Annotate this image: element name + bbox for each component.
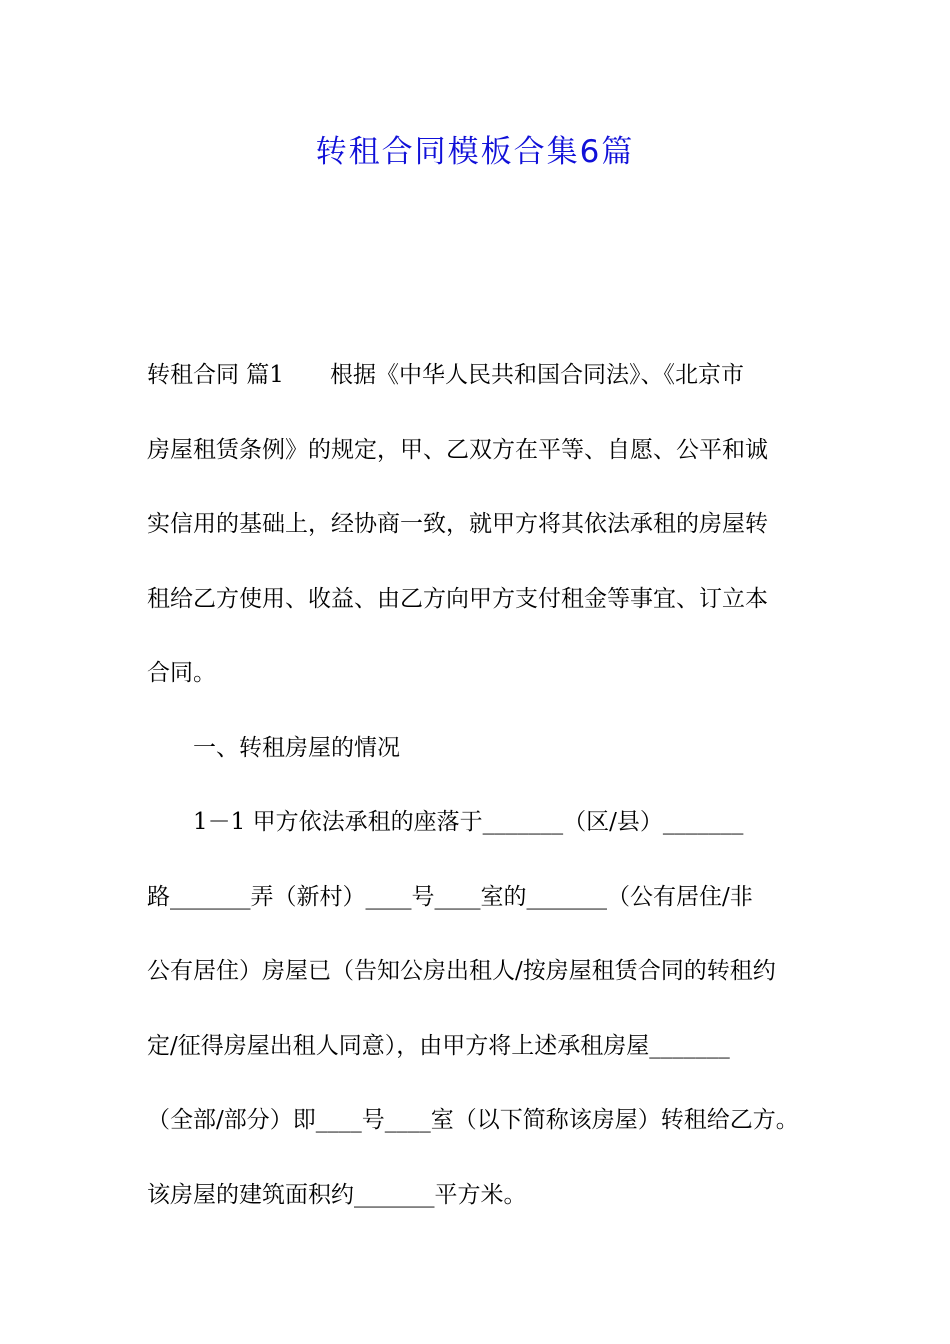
text-line: 1－1 甲方依法承租的座落于_______（区/县）_______ <box>193 809 744 835</box>
text-line: 转租合同 篇1 根据《中华人民共和国合同法》、《北京市 <box>147 362 744 388</box>
text-line: 一、转租房屋的情况 <box>193 734 400 761</box>
text-line: 定/征得房屋出租人同意），由甲方将上述承租房屋_______ <box>147 1032 730 1059</box>
document-body <box>147 338 807 1232</box>
text-line: 房屋租赁条例》的规定，甲、乙双方在平等、自愿、公平和诚 <box>147 436 768 463</box>
document-title: 转租合同模板合集6篇 <box>315 134 635 170</box>
text-line: 公有居住）房屋已（告知公房出租人/按房屋租赁合同的转租约 <box>147 958 776 984</box>
paragraph-intro <box>147 338 807 711</box>
text-line: 该房屋的建筑面积约_______平方米。 <box>147 1181 527 1208</box>
text-line: （全部/部分）即____号____室（以下简称该房屋）转租给乙方。 <box>147 1107 799 1133</box>
text-line: 租给乙方使用、收益、由乙方向甲方支付租金等事宜、订立本 <box>147 585 768 612</box>
text-line: 路_______弄（新村）____号____室的_______（公有居住/非 <box>147 883 753 910</box>
text-line: 合同。 <box>147 660 216 686</box>
text-line: 实信用的基础上，经协商一致，就甲方将其依法承租的房屋转 <box>147 511 768 537</box>
section-heading <box>147 711 807 786</box>
clause-1-1 <box>147 785 807 1232</box>
